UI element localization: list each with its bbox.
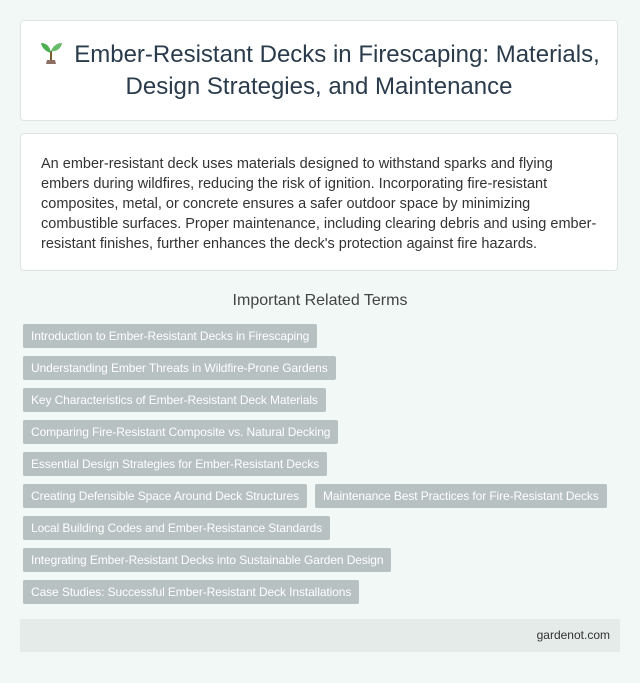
footer-site-link[interactable]: gardenot.com <box>536 628 610 642</box>
term-tag[interactable]: Maintenance Best Practices for Fire-Resistant Decks <box>315 484 607 508</box>
footer <box>20 619 620 652</box>
related-terms-heading: Important Related Terms <box>232 292 408 309</box>
term-tag[interactable]: Key Characteristics of Ember-Resistant Deck Materials <box>23 388 326 412</box>
related-terms-list <box>23 324 623 612</box>
term-tag[interactable]: Comparing Fire-Resistant Composite vs. Natural Decking <box>23 420 338 444</box>
intro-card <box>20 133 618 271</box>
page-title-text: Ember-Resistant Decks in Firescaping: Materials, Design Strategies, and Maintenance <box>74 40 600 100</box>
term-tag[interactable]: Local Building Codes and Ember-Resistance Standards <box>23 516 330 540</box>
term-tag[interactable]: Case Studies: Successful Ember-Resistant Deck Installations <box>23 580 359 604</box>
term-tag[interactable]: Introduction to Ember-Resistant Decks in Firescaping <box>23 324 317 348</box>
title-card <box>20 20 618 121</box>
term-tag[interactable]: Integrating Ember-Resistant Decks into Sustainable Garden Design <box>23 548 391 572</box>
intro-paragraph: An ember-resistant deck uses materials designed to withstand sparks and flying embers during wildfires, reducing the risk of ignition. Incorporating fire-resistant composites, metal, or concrete ensures a safer outdoor space by minimizing combustible surfaces. Proper maintenance, including clearing debris and using ember-resistant finishes, further enhances the deck's protection against fire hazards. <box>41 156 597 252</box>
term-tag[interactable]: Essential Design Strategies for Ember-Resistant Decks <box>23 452 327 476</box>
term-tag[interactable]: Understanding Ember Threats in Wildfire-Prone Gardens <box>23 356 336 380</box>
seedling-icon <box>38 39 64 65</box>
term-tag[interactable]: Creating Defensible Space Around Deck Structures <box>23 484 307 508</box>
page-title <box>21 39 617 103</box>
